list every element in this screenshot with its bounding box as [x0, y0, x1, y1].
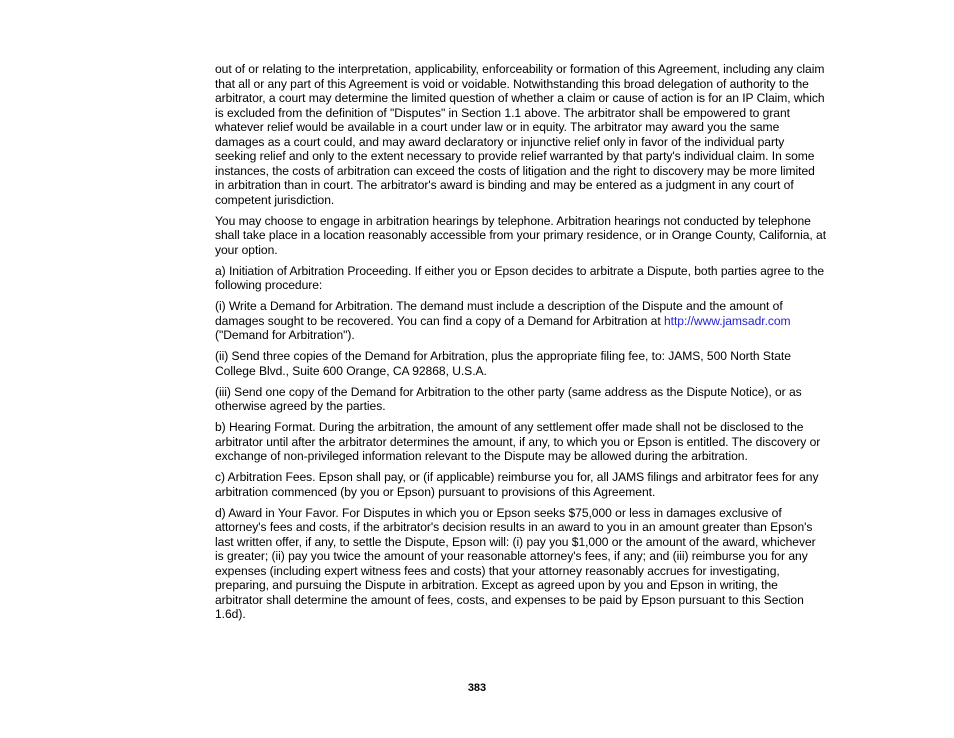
paragraph-send-one-copy: (iii) Send one copy of the Demand for Arbitration to the other party (same address as the Dispute Notice), or as otherwise agreed by the parties. — [215, 384, 802, 413]
demand-text-before: (i) Write a Demand for Arbitration. The demand must include a description of the Dispute and the amount of damages sought to be recovered. You can find a copy of a Demand for Arbitration at — [215, 299, 783, 328]
paragraph-arbitrator-authority: out of or relating to the interpretation, applicability, enforceability or formation of this Agreement, including any claim that all or any part of this Agreement is void or voidable. Notwithstanding this broad delegation of authority to the arbitrator, a court may determine the limited question of whether a claim or cause of action is for an IP Claim, which is excluded from the definition of "Disputes" in Section 1.1 above. The arbitrator shall be empowered to grant whatever relief would be available in a court under law or in equity. The arbitrator may award you the same damages as a court could, and may award declaratory or injunctive relief only in favor of the individual party seeking relief and only to the extent necessary to provide relief warranted by that party's individual claim. In some instances, the costs of arbitration can exceed the costs of litigation and the right to discovery may be more limited in arbitration than in court. The arbitrator's award is binding and may be entered as a judgment in any court of competent jurisdiction. — [215, 62, 825, 207]
paragraph-write-demand — [215, 299, 827, 343]
demand-text-after: ("Demand for Arbitration"). — [215, 328, 355, 342]
paragraph-arbitration-fees: c) Arbitration Fees. Epson shall pay, or (if applicable) reimburse you for, all JAMS filings and arbitrator fees for any arbitration commenced (by you or Epson) pursuant to provisions of this Agreement. — [215, 470, 819, 499]
paragraph-hearing-format: b) Hearing Format. During the arbitration, the amount of any settlement offer made shall not be disclosed to the arbitrator until after the arbitrator determines the amount, if any, to which you or Epson is entitled. The discovery or exchange of non-privileged information relevant to the Dispute may be allowed during the arbitration. — [215, 420, 821, 463]
jams-link[interactable]: http://www.jamsadr.com — [663, 313, 791, 328]
paragraph-award-in-your-favor: d) Award in Your Favor. For Disputes in which you or Epson seeks $75,000 or less in damages exclusive of attorney's fees and costs, if the arbitrator's decision results in an award to you in an amount greater than Epson's last written offer, if any, to settle the Dispute, Epson will: (i) pay you $1,000 or the amount of the award, whichever is greater; (ii) pay you twice the amount of your reasonable attorney's fees, if any; and (iii) reimburse you for any expenses (including expert witness fees and costs) that your attorney reasonably accrues for investigating, preparing, and pursuing the Dispute in arbitration. Except as agreed upon by you and Epson in writing, the arbitrator shall determine the amount of fees, costs, and expenses to be paid by Epson pursuant to this Section 1.6d). — [215, 505, 816, 621]
document-body — [215, 62, 827, 628]
paragraph-telephone-hearings: You may choose to engage in arbitration hearings by telephone. Arbitration hearings not conducted by telephone shall take place in a location reasonably accessible from your primary residence, or in Orange County, California, at your option. — [215, 213, 827, 257]
paragraph-send-copies: (ii) Send three copies of the Demand for Arbitration, plus the appropriate filing fee, to: JAMS, 500 North State College Blvd., Suite 600 Orange, CA 92868, U.S.A. — [215, 349, 791, 378]
page-number: 383 — [467, 682, 487, 694]
paragraph-initiation: a) Initiation of Arbitration Proceeding. If either you or Epson decides to arbitrate a Dispute, both parties agree to the following procedure: — [215, 263, 825, 292]
